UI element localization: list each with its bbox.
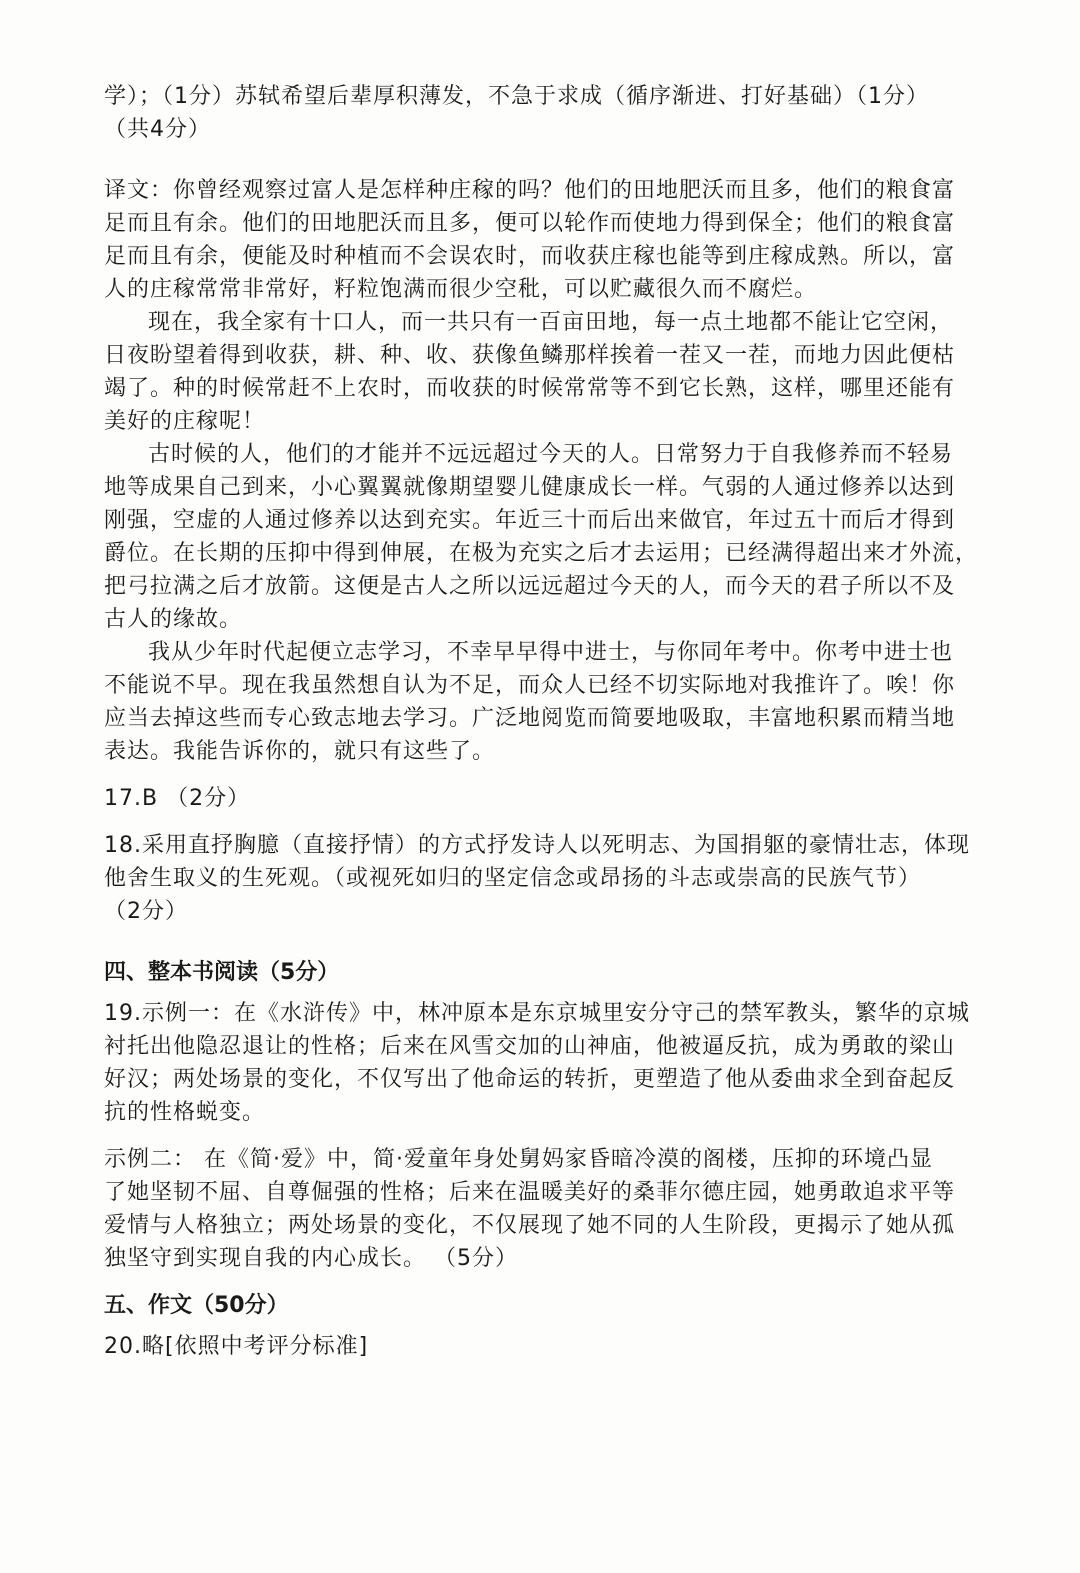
translation-paragraph-2 xyxy=(104,306,980,438)
translation-paragraph-3 xyxy=(104,438,980,636)
text-line: 美好的庄稼呢！ xyxy=(104,409,266,434)
section-5-heading: 五、作文（50分） xyxy=(104,1293,289,1318)
answer-20: 20.略[依照中考评分标准] xyxy=(104,1334,369,1359)
text-line: 好汉；两处场景的变化，不仅写出了他命运的转折，更塑造了他从委曲求全到奋起反 xyxy=(104,1067,956,1092)
text-line: 刚强，空虚的人通过修养以达到充实。年近三十而后出来做官，年过五十而后才得到 xyxy=(104,508,956,533)
text-line: 不能说不早。现在我虽然想自认为不足，而众人已经不切实际地对我推许了。唉！你 xyxy=(104,673,956,698)
answer-19-example-1 xyxy=(104,997,980,1129)
text-line: 译文：你曾经观察过富人是怎样种庄稼的吗？他们的田地肥沃而且多，他们的粮食富 xyxy=(104,178,956,203)
text-line: 他舍生取义的生死观。（或视死如归的坚定信念或昂扬的斗志或崇高的民族气节） xyxy=(104,866,922,891)
text-line: 爱情与人格独立；两处场景的变化，不仅展现了她不同的人生阶段，更揭示了她从孤 xyxy=(104,1213,956,1238)
text-line: 18.采用直抒胸臆（直接抒情）的方式抒发诗人以死明志、为国捐躯的豪情壮志，体现 xyxy=(104,833,970,858)
text-line: 我从少年时代起便立志学习，不幸早早得中进士，与你同年考中。你考中进士也 xyxy=(148,640,954,665)
answer-19-example-2 xyxy=(104,1143,980,1275)
text-line: 表达。我能告诉你的，就只有这些了。 xyxy=(104,739,496,764)
translation-paragraph-4 xyxy=(104,636,980,768)
text-line: 19.示例一：在《水浒传》中，林冲原本是东京城里安分守己的禁军教头，繁华的京城 xyxy=(104,1001,970,1026)
text-line: 示例二： 在《简·爱》中，简·爱童年身处舅妈家昏暗冷漠的阁楼，压抑的环境凸显 xyxy=(104,1147,933,1172)
text-line: 古时候的人，他们的才能并不远远超过今天的人。日常努力于自我修养而不轻易 xyxy=(148,442,954,467)
text-line: 把弓拉满之后才放箭。这便是古人之所以远远超过今天的人，而今天的君子所以不及 xyxy=(104,574,956,599)
text-line: 爵位。在长期的压抑中得到伸展，在极为充实之后才去运用；已经满得超出来才外流， xyxy=(104,541,979,566)
text-line: 足而且有余，便能及时种植而不会误农时，而收获庄稼也能等到庄稼成熟。所以，富 xyxy=(104,244,956,269)
text-line: 抗的性格蜕变。 xyxy=(104,1100,266,1125)
translation-paragraph-1 xyxy=(104,174,980,306)
text-line: 古人的缘故。 xyxy=(104,607,243,632)
section-4-heading: 四、整本书阅读（5分） xyxy=(104,960,340,985)
text-line: 了她坚韧不屈、自尊倔强的性格；后来在温暖美好的桑菲尔德庄园，她勇敢追求平等 xyxy=(104,1180,956,1205)
text-line: （2分） xyxy=(104,899,188,924)
text-line: 应当去掉这些而专心致志地去学习。广泛地阅览而简要地吸取，丰富地积累而精当地 xyxy=(104,706,956,731)
text-line: 学）；（1分）苏轼希望后辈厚积薄发，不急于求成（循序渐进、打好基础）（1分） xyxy=(104,84,929,109)
text-line: 人的庄稼常常非常好，籽粒饱满而很少空秕，可以贮藏很久而不腐烂。 xyxy=(104,277,818,302)
text-line: 现在，我全家有十口人，而一共只有一百亩田地，每一点土地都不能让它空闲， xyxy=(148,310,954,335)
answer-18-block xyxy=(104,829,980,928)
text-line: （共4分） xyxy=(104,117,211,142)
answer-17: 17.B （2分） xyxy=(104,786,251,811)
text-line: 衬托出他隐忍退让的性格；后来在风雪交加的山神庙，他被逼反抗，成为勇敢的梁山 xyxy=(104,1034,956,1059)
text-line: 日夜盼望着得到收获，耕、种、收、获像鱼鳞那样挨着一茬又一茬，而地力因此便枯 xyxy=(104,343,956,368)
text-line: 独坚守到实现自我的内心成长。 （5分） xyxy=(104,1246,518,1271)
text-line: 地等成果自己到来，小心翼翼就像期望婴儿健康成长一样。气弱的人通过修养以达到 xyxy=(104,475,956,500)
text-line: 竭了。种的时候常赶不上农时，而收获的时候常常等不到它长熟，这样，哪里还能有 xyxy=(104,376,956,401)
answer-16-block xyxy=(104,80,980,146)
text-line: 足而且有余。他们的田地肥沃而且多，便可以轮作而使地力得到保全；他们的粮食富 xyxy=(104,211,956,236)
